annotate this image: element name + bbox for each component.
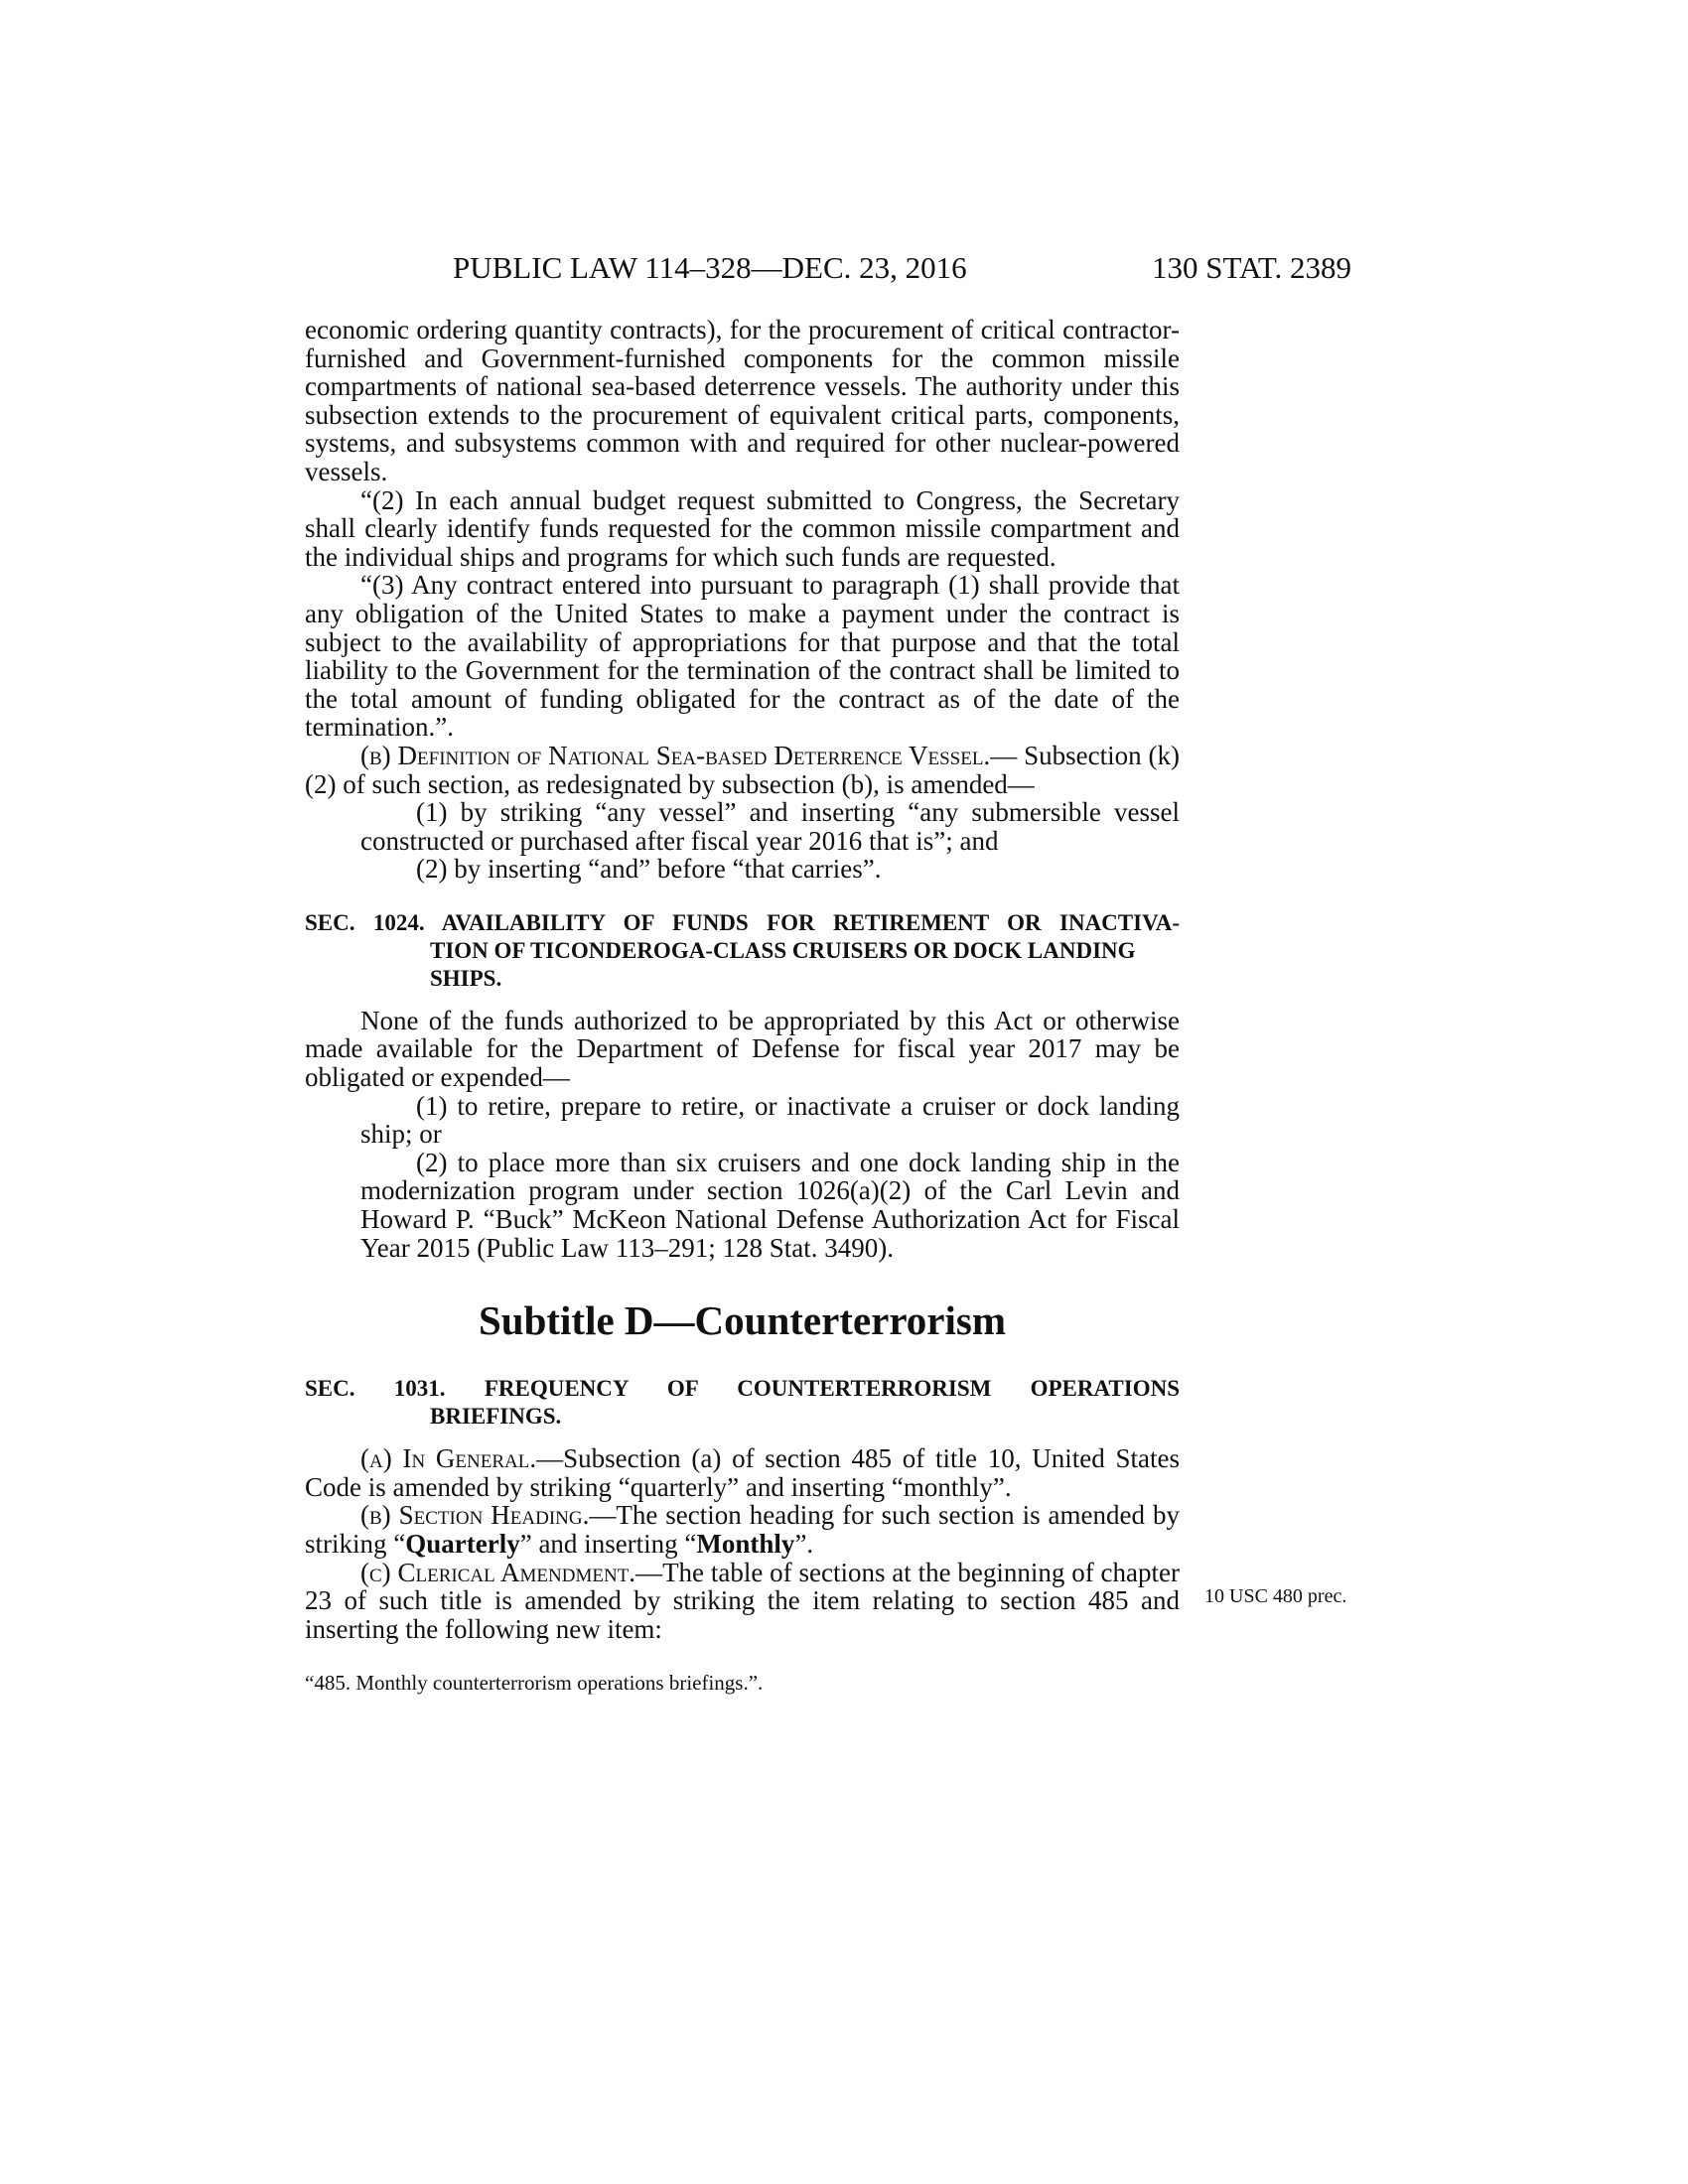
paragraph: economic ordering quantity contracts), for the procurement of critical contractor-furnished and Government-furnished components for the common missile compartments of national sea-based deterrence vessels. The authority under this subsection extends to the procurement of equivalent critical parts, components, systems, and subsystems common with and required for other nuclear-powered vessels. [305, 315, 1180, 486]
list-item: (2) to place more than six cruisers and one dock landing ship in the modernization program under section 1026(a)(2) of the Carl Levin and Howard P. “Buck” McKeon National Defense Authorization Act for Fiscal Year 2015 (Public Law 113–291; 128 Stat. 3490). [360, 1147, 1180, 1263]
paragraph [305, 742, 1180, 798]
subsection-text: ”. [794, 1529, 814, 1559]
body-text [305, 316, 1180, 1643]
bold-term: Quarterly [405, 1529, 520, 1559]
margin-note: 10 USC 480 prec. [1204, 1585, 1347, 1607]
section-title-continued: TION OF TICONDEROGA-CLASS CRUISERS OR DOCK LANDING SHIPS. [430, 937, 1136, 991]
section-label: SEC. 1024. [305, 909, 425, 935]
paragraph: None of the funds authorized to be appropriated by this Act or otherwise made available for the Department of Defense for fiscal year 2017 may be obligated or expended— [305, 1005, 1180, 1093]
running-header [0, 250, 1688, 290]
section-title: AVAILABILITY OF FUNDS FOR RETIREMENT OR INACTIVA- [441, 909, 1180, 935]
section-heading [305, 909, 1180, 993]
header-page-number: 130 STAT. 2389 [1152, 250, 1352, 285]
list-item: (1) to retire, prepare to retire, or inactivate a cruiser or dock landing ship; or [360, 1090, 1180, 1150]
subsection-heading: (c) Clerical Amendment.— [360, 1557, 663, 1587]
header-title: PUBLIC LAW 114–328—DEC. 23, 2016 [453, 250, 967, 285]
subsection-heading: (a) In General.— [360, 1443, 564, 1474]
paragraph [305, 1501, 1180, 1558]
list-item: (2) by inserting “and” before “that carries”. [416, 854, 882, 885]
section-label: SEC. 1031. [305, 1376, 446, 1402]
subsection-text: The table of sections at the beginning of chapter 23 of such title is amended by striking the item relating to section 485 and inserting the following new item: [305, 1557, 1180, 1644]
subsection-text: Subsection (k)(2) of such section, as redesignated by subsection (b), is amended— [305, 740, 1180, 799]
section-heading [305, 1375, 1180, 1431]
paragraph: “(2) In each annual budget request submitted to Congress, the Secretary shall clearly identify funds requested for the common missile compartment and the individual ships and programs for which such funds are requested. [305, 484, 1180, 572]
subsection-heading: (b) Definition of National Sea-based Deterrence Vessel.— [360, 740, 1018, 770]
section-title: FREQUENCY OF COUNTERTERRORISM OPERATIONS [484, 1376, 1180, 1402]
paragraph: “(3) Any contract entered into pursuant to paragraph (1) shall provide that any obligation of the United States to make a payment under the contract is subject to the availability of appropriations for that purpose and that the total liability to the Government for the termination of the contract shall be limited to the total amount of funding obligated for the contract as of the date of the termination.”. [305, 570, 1180, 743]
inserted-item: “485. Monthly counterterrorism operations briefings.”. [305, 1671, 764, 1695]
section-title-continued: BRIEFINGS. [430, 1404, 562, 1430]
subsection-text: Subsection (a) of section 485 of title 10, United States Code is amended by striking “quarterly” and inserting “monthly”. [305, 1443, 1180, 1502]
subsection-text: The section heading for such section is amended by striking “ [305, 1500, 1180, 1559]
bold-term: Monthly [696, 1529, 795, 1559]
subsection-heading: (b) Section Heading.— [360, 1500, 617, 1531]
paragraph [305, 1559, 1180, 1644]
list-item: (1) by striking “any vessel” and inserting “any submersible vessel constructed or purchased after fiscal year 2016 that is”; and [360, 797, 1180, 856]
subtitle-heading: Subtitle D—Counterterrorism [478, 1297, 1007, 1344]
subsection-text: ” and inserting “ [519, 1529, 697, 1559]
paragraph [305, 1444, 1180, 1501]
